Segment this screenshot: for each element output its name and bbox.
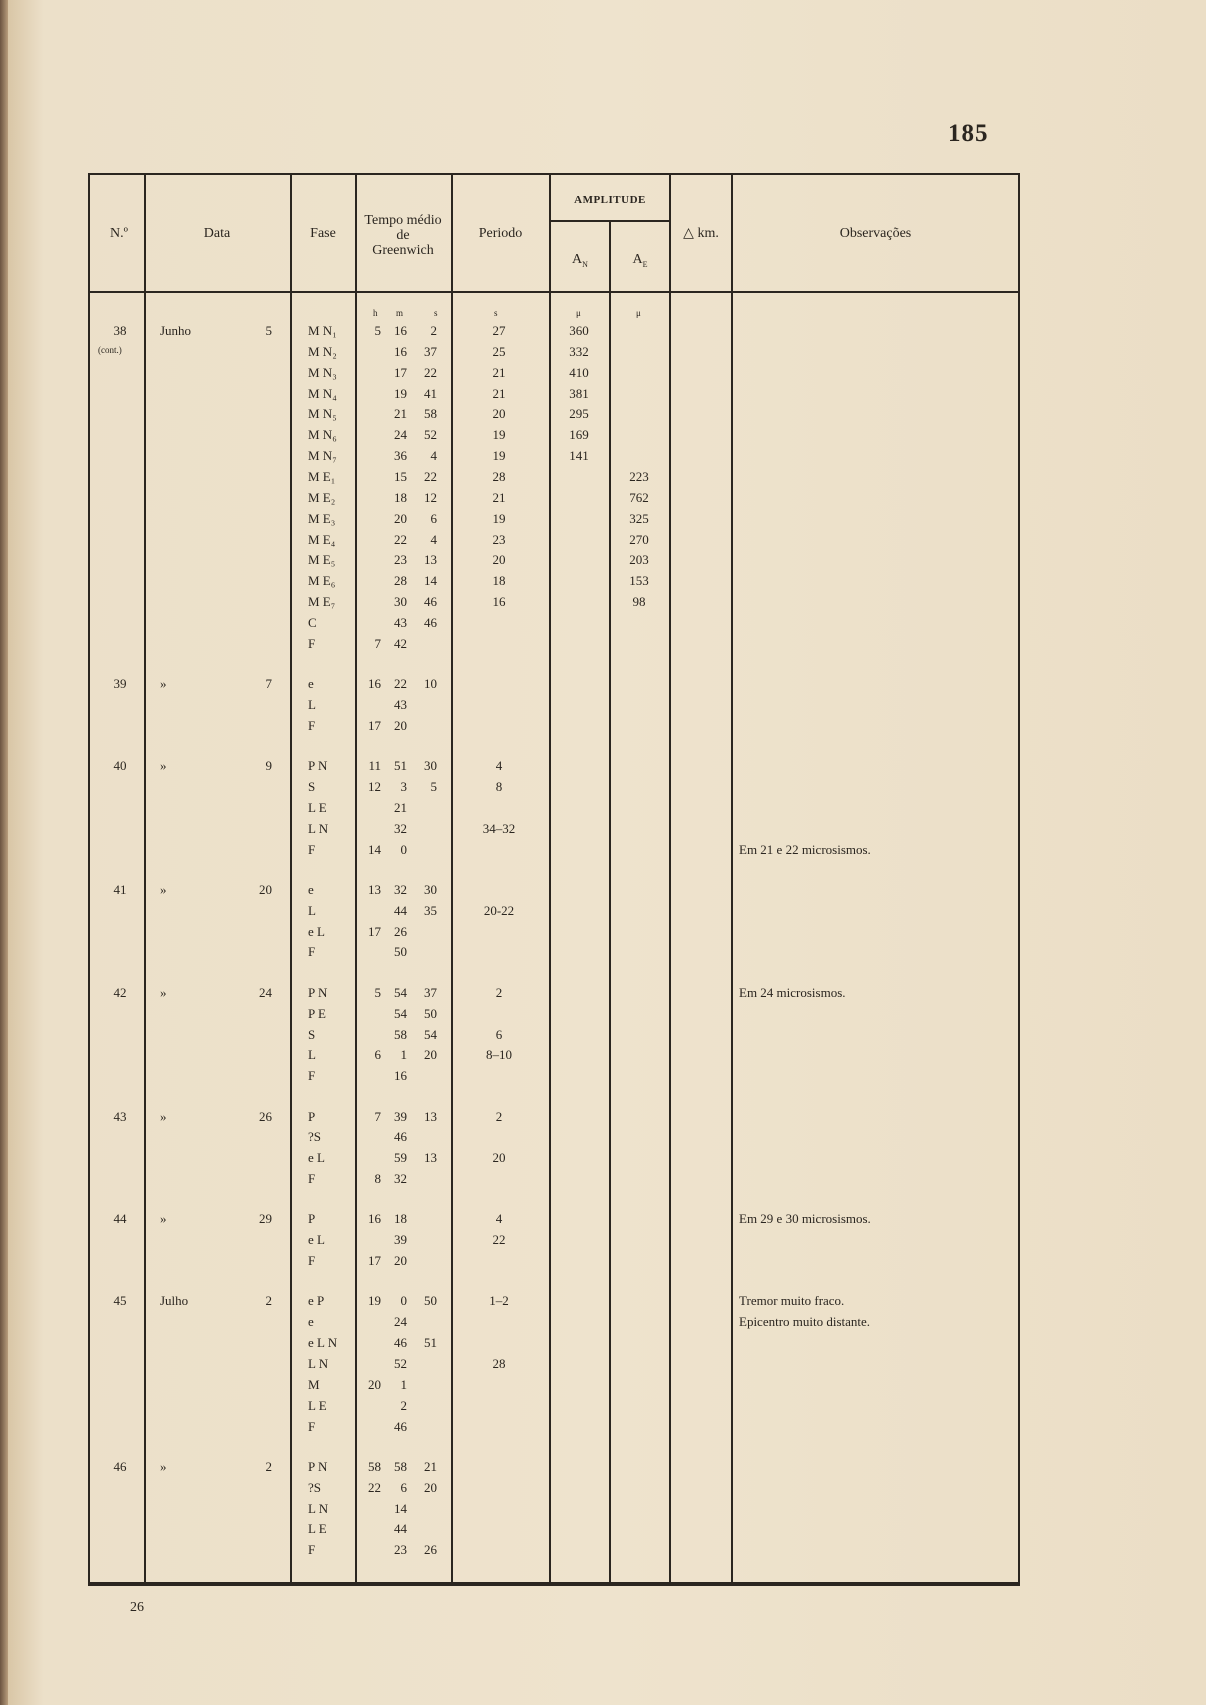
cell-s: 21 [424,1459,437,1474]
cell-num: 43 [113,1109,127,1124]
book-spine [0,0,8,1705]
cell-h: 6 [374,1047,381,1062]
cell-m: 46 [394,1335,407,1350]
cell-m: 2 [400,1398,407,1413]
col-divider-num [144,175,146,1582]
cell-ae: 153 [629,573,649,588]
cell-phase: S [308,1027,316,1042]
cell-phase: L E [308,1521,327,1536]
cell-per: 20 [492,1150,506,1165]
unit-seconds: s [434,308,438,318]
cell-day: 24 [259,985,272,1000]
cell-h: 17 [368,1253,381,1268]
cell-per: 28 [492,1356,506,1371]
cell-s: 22 [424,469,437,484]
cell-ae: 270 [629,532,649,547]
cell-h: 20 [368,1377,381,1392]
cell-m: 23 [394,1542,407,1557]
cell-m: 43 [394,697,407,712]
cell-m: 20 [394,511,407,526]
cell-s: 41 [424,386,437,401]
cell-h: 17 [368,718,381,733]
header-amp-north-sub: N [582,259,588,269]
cell-per: 19 [492,427,506,442]
cell-h: 22 [368,1480,381,1495]
cell-an: 381 [569,386,589,401]
cell-phase: M N₄ [308,386,337,401]
cell-phase: e L [308,1232,325,1247]
cell-ae: 223 [629,469,649,484]
header-bottom-rule [90,291,1018,293]
cell-per: 27 [492,323,506,338]
cell-m: 6 [400,1480,407,1495]
cell-m: 23 [394,552,407,567]
cell-m: 16 [394,344,407,359]
cell-m: 51 [394,758,407,773]
cell-m: 24 [394,1314,407,1329]
col-divider-amp [609,222,611,1582]
header-amp-east-sub: E [642,259,648,269]
cell-per: 8–10 [486,1047,512,1062]
cell-s: 10 [424,676,437,691]
footer-mark: 26 [130,1600,144,1615]
table-bottom-rule [88,1582,1020,1586]
cell-m: 42 [394,636,407,651]
cell-m: 32 [394,821,407,836]
cell-phase: M E₇ [308,594,336,609]
cell-ae: 98 [632,594,646,609]
cell-m: 59 [394,1150,407,1165]
header-amp-north-letter: A [572,252,583,267]
amplitude-rule [551,220,669,222]
cell-m: 3 [400,779,407,794]
header-period: Periodo [478,226,523,241]
cell-h: 11 [368,758,381,773]
cell-day: 2 [265,1293,272,1308]
cell-m: 15 [394,469,407,484]
cell-m: 17 [394,365,407,380]
cell-phase: P [308,1109,316,1124]
cell-m: 44 [394,903,407,918]
cell-m: 22 [394,676,407,691]
cell-per: 19 [492,448,506,463]
cell-phase: F [308,842,316,857]
cell-h: 5 [374,323,381,338]
cell-num: 38 [113,323,127,338]
cell-s: 50 [424,1006,437,1021]
cell-h: 7 [374,1109,381,1124]
cell-h: 12 [368,779,381,794]
cell-s: 4 [430,532,437,547]
cell-phase: L E [308,1398,327,1413]
col-divider-amplitude [669,175,671,1582]
cell-per: 20 [492,552,506,567]
cell-per: 8 [495,779,503,794]
cell-s: 26 [424,1542,437,1557]
col-divider-distance [731,175,733,1582]
header-time-line3: Greenwich [372,243,434,258]
cell-m: 14 [394,1501,407,1516]
cell-per: 19 [492,511,506,526]
cell-s: 2 [430,323,437,338]
cell-num: 45 [113,1293,127,1308]
cell-num: 46 [113,1459,127,1474]
cell-phase: F [308,636,316,651]
cell-day: 7 [265,676,272,691]
cell-m: 36 [394,448,407,463]
cell-m: 16 [394,323,407,338]
cell-s: 30 [424,882,437,897]
cell-phase: F [308,1253,316,1268]
cell-s: 6 [430,511,437,526]
header-time [357,213,449,258]
cell-obs: Em 24 microsismos. [739,985,846,1000]
unit-period-seconds: s [494,308,498,318]
cell-phase: L N [308,1501,329,1516]
cell-phase: M N₁ [308,323,337,338]
cell-phase: L [308,1047,316,1062]
cell-per: 20-22 [483,903,515,918]
cell-m: 22 [394,532,407,547]
cell-num: 44 [113,1211,127,1226]
cell-s: 54 [424,1027,437,1042]
cell-per: 23 [492,532,506,547]
cell-s: 35 [424,903,437,918]
cell-per: 4 [495,1211,503,1226]
cell-m: 50 [394,944,407,959]
cell-h: 16 [368,676,381,691]
cell-month: » [160,1459,167,1474]
unit-minutes: m [396,308,404,318]
cell-h: 58 [368,1459,381,1474]
cell-s: 13 [424,552,437,567]
cell-ae: 325 [629,511,649,526]
cell-per: 22 [492,1232,506,1247]
cell-phase: e L [308,924,325,939]
header-amp-north [551,252,609,272]
cell-s: 13 [424,1109,437,1124]
cell-per: 25 [492,344,506,359]
cell-day: 5 [265,323,272,338]
cell-day: 2 [265,1459,272,1474]
cell-m: 39 [394,1109,407,1124]
cell-m: 58 [394,1459,407,1474]
cell-an: 332 [569,344,589,359]
cell-phase: M E₃ [308,511,336,526]
cell-m: 20 [394,718,407,733]
cell-phase: F [308,718,316,733]
cell-per: 18 [492,573,506,588]
cell-h: 7 [374,636,381,651]
cell-phase: M N₂ [308,344,337,359]
cell-m: 19 [394,386,407,401]
cell-h: 19 [368,1293,381,1308]
cell-phase: M N₆ [308,427,337,442]
cell-s: 12 [424,490,437,505]
cell-s: 37 [424,344,437,359]
cell-h: 16 [368,1211,381,1226]
cell-num: 42 [113,985,127,1000]
cell-phase: e [308,676,314,691]
cell-s: 13 [424,1150,437,1165]
cell-phase: L [308,903,316,918]
cell-per: 20 [492,406,506,421]
cell-s: 37 [424,985,437,1000]
col-divider-period [549,175,551,1582]
cell-obs: Tremor muito fraco. [739,1293,845,1308]
cell-h: 5 [374,985,381,1000]
cell-day: 20 [259,882,272,897]
cell-num: 41 [113,882,127,897]
cell-phase: ?S [308,1480,321,1495]
cell-m: 43 [394,615,407,630]
col-divider-date [290,175,292,1582]
header-time-line2: de [396,228,410,243]
cell-an: 360 [569,323,589,338]
cell-per: 21 [492,490,506,505]
cell-phase: L E [308,800,327,815]
cell-s: 46 [424,594,437,609]
cell-per: 28 [492,469,506,484]
header-amp-east-letter: A [632,252,643,267]
cell-phase: F [308,1171,316,1186]
cell-month: » [160,882,167,897]
cell-phase: F [308,1419,316,1434]
cell-s: 14 [424,573,437,588]
cell-m: 16 [394,1068,407,1083]
cell-m: 44 [394,1521,407,1536]
cell-m: 39 [394,1232,407,1247]
cell-m: 1 [400,1377,407,1392]
unit-amp-east: μ [636,308,641,318]
cell-s: 51 [424,1335,437,1350]
page-number: 185 [948,120,989,147]
cell-an: 169 [569,427,589,442]
cell-s: 4 [430,448,437,463]
cell-m: 46 [394,1129,407,1144]
cell-phase: M N₇ [308,448,337,463]
cell-phase: C [308,615,317,630]
cell-day: 26 [259,1109,272,1124]
cell-phase: L N [308,821,329,836]
cell-phase: P N [308,1459,328,1474]
unit-amp-north: μ [576,308,581,318]
cell-obs: Epicentro muito distante. [739,1314,871,1329]
cell-s: 46 [424,615,437,630]
cell-month: Junho [160,323,192,338]
cell-an: 410 [569,365,589,380]
cell-day: 29 [259,1211,272,1226]
cell-phase: M E₂ [308,490,336,505]
cell-day: 9 [265,758,272,773]
cell-month: » [160,758,167,773]
header-amp-east [611,252,669,272]
cell-phase: M N₅ [308,406,337,421]
cell-h: 17 [368,924,381,939]
cell-phase: M E₅ [308,552,336,567]
cell-m: 54 [394,985,407,1000]
cell-phase: F [308,944,316,959]
cell-phase: M N₃ [308,365,337,380]
cell-ae: 203 [629,552,649,567]
cell-phase: e P [308,1293,325,1308]
cell-phase: P [308,1211,316,1226]
cell-m: 26 [394,924,407,939]
header-date: Data [203,226,231,241]
cell-an: 295 [569,406,589,421]
cell-h: 8 [374,1171,381,1186]
cell-month: » [160,1109,167,1124]
cell-s: 58 [424,406,437,421]
cell-h: 13 [368,882,381,897]
header-amplitude: AMPLITUDE [574,194,646,206]
cell-per: 2 [495,1109,503,1124]
cell-m: 18 [394,490,407,505]
header-num: N.º [110,226,128,241]
cell-m: 32 [394,1171,407,1186]
header-phase: Fase [310,226,336,241]
cell-phase: F [308,1542,316,1557]
header-distance: △ km. [683,226,719,241]
cell-phase: L [308,697,316,712]
cell-phase: F [308,1068,316,1083]
cell-phase: ?S [308,1129,321,1144]
cell-month: Julho [160,1293,189,1308]
cell-s: 5 [430,779,437,794]
cell-m: 21 [394,800,407,815]
cell-m: 24 [394,427,407,442]
cell-num: 39 [113,676,127,691]
cell-per: 21 [492,386,506,401]
cell-m: 1 [400,1047,407,1062]
cell-phase: M [308,1377,320,1392]
cell-s: 50 [424,1293,437,1308]
cell-phase: S [308,779,316,794]
cell-m: 0 [400,1293,407,1308]
cell-phase: M E₄ [308,532,336,547]
cell-an: 141 [569,448,589,463]
cell-month: » [160,676,167,691]
cell-phase: M E₁ [308,469,336,484]
cell-per: 6 [495,1027,503,1042]
cell-s: 20 [424,1047,437,1062]
cell-m: 18 [394,1211,407,1226]
cell-h: 14 [368,842,381,857]
cell-obs: Em 29 e 30 microsismos. [739,1211,871,1226]
cell-per: 2 [495,985,503,1000]
cell-per: 4 [495,758,503,773]
cell-phase: e L N [308,1335,338,1350]
cell-phase: P E [308,1006,326,1021]
unit-hours: h [373,308,378,318]
cell-obs: Em 21 e 22 microsismos. [739,842,871,857]
cell-month: » [160,1211,167,1226]
cell-per: 34–32 [482,821,516,836]
cell-per: 16 [492,594,506,609]
cell-m: 0 [400,842,407,857]
cell-m: 54 [394,1006,407,1021]
cell-m: 32 [394,882,407,897]
continued-label: (cont.) [98,345,122,355]
cell-m: 46 [394,1419,407,1434]
cell-phase: e L [308,1150,325,1165]
cell-phase: P N [308,985,328,1000]
cell-phase: e [308,882,314,897]
cell-m: 52 [394,1356,407,1371]
cell-phase: e [308,1314,314,1329]
cell-s: 22 [424,365,437,380]
cell-ae: 762 [629,490,649,505]
cell-s: 30 [424,758,437,773]
header-time-line1: Tempo médio [364,213,442,228]
cell-month: » [160,985,167,1000]
cell-s: 52 [424,427,437,442]
cell-per: 1–2 [489,1293,509,1308]
cell-phase: L N [308,1356,329,1371]
cell-m: 58 [394,1027,407,1042]
header-observations: Observações [839,226,912,241]
cell-s: 20 [424,1480,437,1495]
cell-phase: M E₆ [308,573,336,588]
cell-m: 28 [394,573,407,588]
cell-m: 30 [394,594,407,609]
cell-per: 21 [492,365,506,380]
cell-m: 21 [394,406,407,421]
col-divider-time [451,175,453,1582]
cell-m: 20 [394,1253,407,1268]
cell-num: 40 [113,758,127,773]
cell-phase: P N [308,758,328,773]
